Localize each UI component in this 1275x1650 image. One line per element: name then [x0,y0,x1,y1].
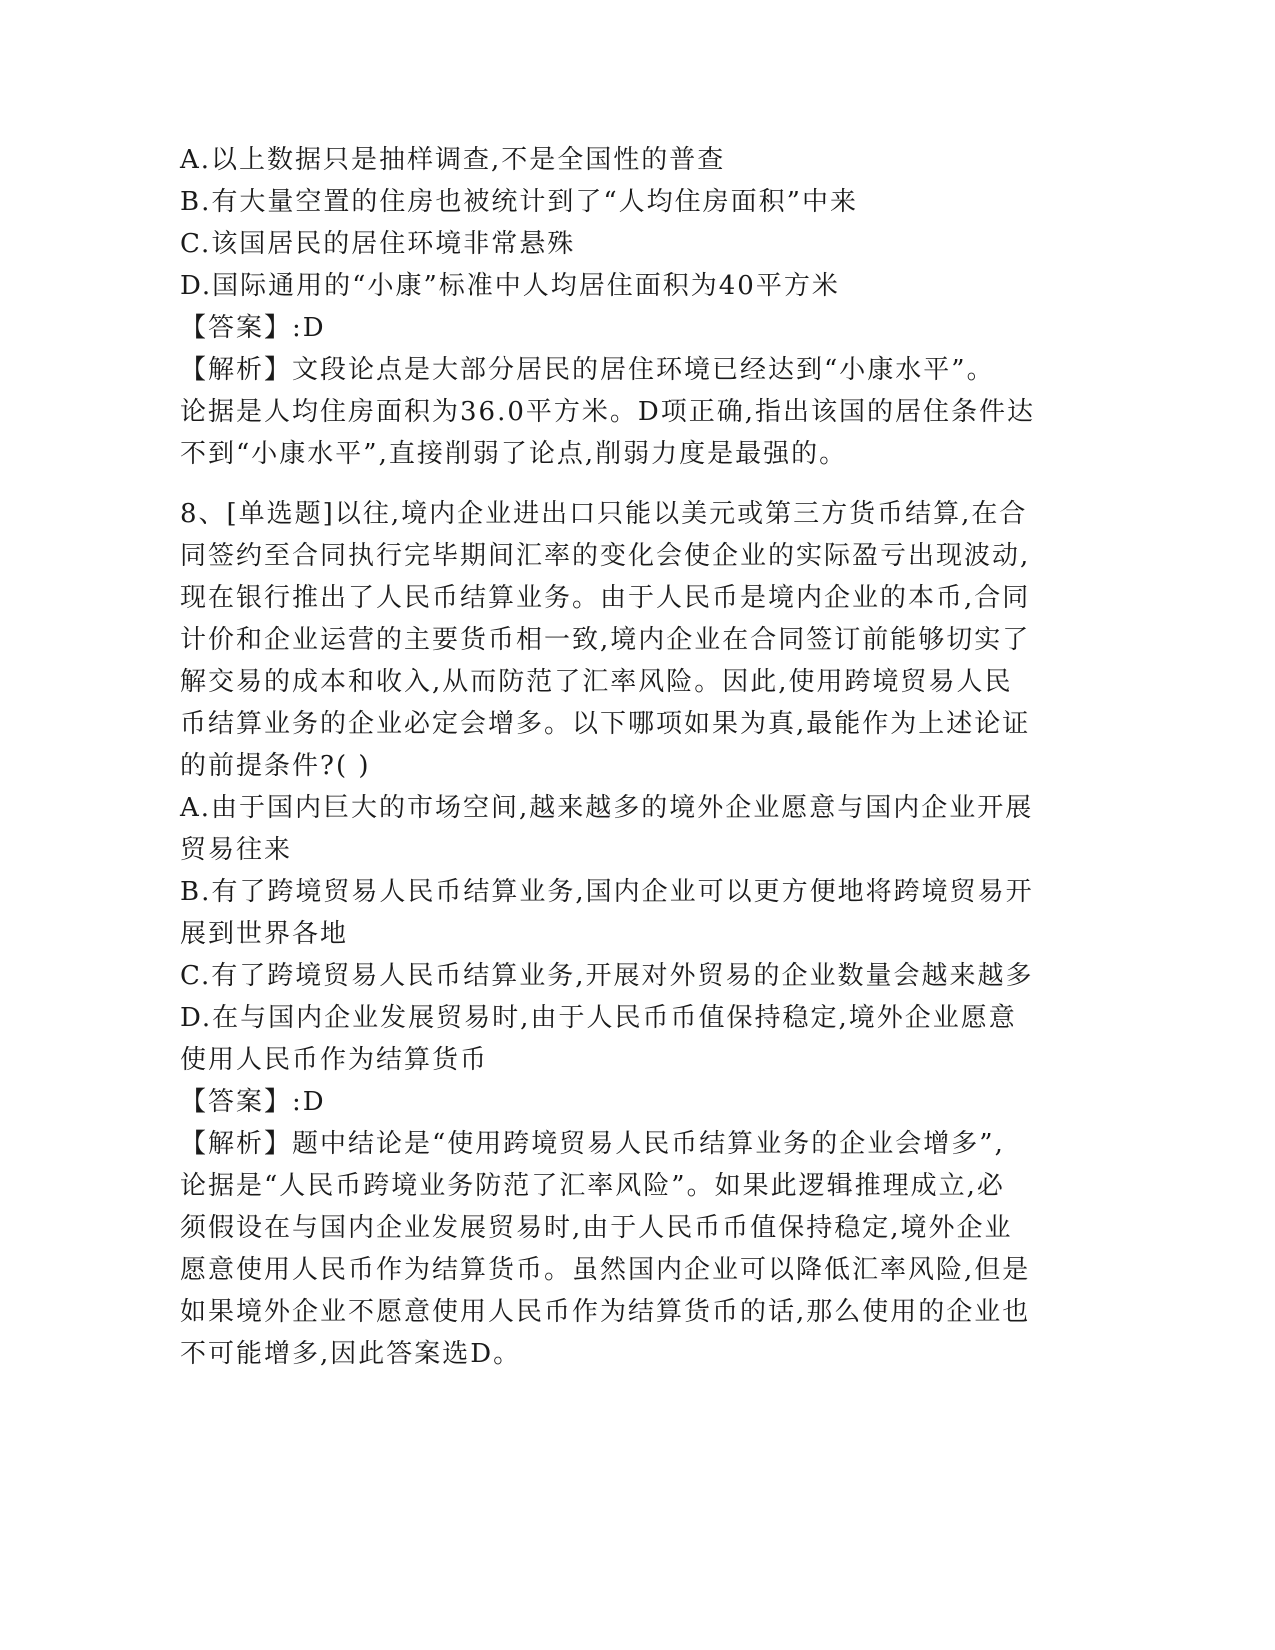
q8-option-a: A.由于国内巨大的市场空间,越来越多的境外企业愿意与国内企业开展 [180,793,1034,823]
q7-analysis-line: 论据是人均住房面积为36.0平方米。D项正确,指出该国的居住条件达 [180,397,1036,427]
q7-option-c: C.该国居民的居住环境非常悬殊 [180,229,576,259]
q8-stem-line: 现在银行推出了人民币结算业务。由于人民币是境内企业的本币,合同 [180,583,1031,613]
q8-analysis-line: 须假设在与国内企业发展贸易时,由于人民币币值保持稳定,境外企业 [180,1213,1013,1243]
q7-analysis-line: 【解析】文段论点是大部分居民的居住环境已经达到“小康水平”。 [180,355,995,385]
q8-option-b: B.有了跨境贸易人民币结算业务,国内企业可以更方便地将跨境贸易开 [180,877,1034,907]
q8-analysis-line: 如果境外企业不愿意使用人民币作为结算货币的话,那么使用的企业也 [180,1297,1031,1327]
q8-stem-line: 的前提条件?( ) [180,751,371,781]
q8-analysis-line: 论据是“人民币跨境业务防范了汇率风险”。如果此逻辑推理成立,必 [180,1171,1005,1201]
q8-analysis-line: 愿意使用人民币作为结算货币。虽然国内企业可以降低汇率风险,但是 [180,1255,1031,1285]
q8-analysis-line: 不可能增多,因此答案选D。 [180,1339,522,1369]
q8-answer: 【答案】:D [180,1087,326,1117]
q8-stem-line: 同签约至合同执行完毕期间汇率的变化会使企业的实际盈亏出现波动, [180,541,1031,571]
q7-option-a: A.以上数据只是抽样调查,不是全国性的普查 [180,145,726,175]
q8-stem-line: 解交易的成本和收入,从而防范了汇率风险。因此,使用跨境贸易人民 [180,667,1013,697]
q8-option-c: C.有了跨境贸易人民币结算业务,开展对外贸易的企业数量会越来越多 [180,961,1034,991]
q8-stem-line: 8、[单选题]以往,境内企业进出口只能以美元或第三方货币结算,在合 [180,499,1028,529]
q8-stem-line: 计价和企业运营的主要货币相一致,境内企业在合同签订前能够切实了 [180,625,1031,655]
q7-answer: 【答案】:D [180,313,326,343]
q7-option-b: B.有大量空置的住房也被统计到了“人均住房面积”中来 [180,187,858,217]
q8-option-b-cont: 展到世界各地 [180,919,349,949]
q7-analysis-line: 不到“小康水平”,直接削弱了论点,削弱力度是最强的。 [180,439,848,469]
q8-option-d-cont: 使用人民币作为结算货币 [180,1045,489,1075]
q8-stem-line: 币结算业务的企业必定会增多。以下哪项如果为真,最能作为上述论证 [180,709,1031,739]
q8-option-a-cont: 贸易往来 [180,835,293,865]
q8-option-d: D.在与国内企业发展贸易时,由于人民币币值保持稳定,境外企业愿意 [180,1003,1017,1033]
q7-option-d: D.国际通用的“小康”标准中人均居住面积为40平方米 [180,271,840,301]
q8-analysis-line: 【解析】题中结论是“使用跨境贸易人民币结算业务的企业会增多”, [180,1129,1005,1159]
